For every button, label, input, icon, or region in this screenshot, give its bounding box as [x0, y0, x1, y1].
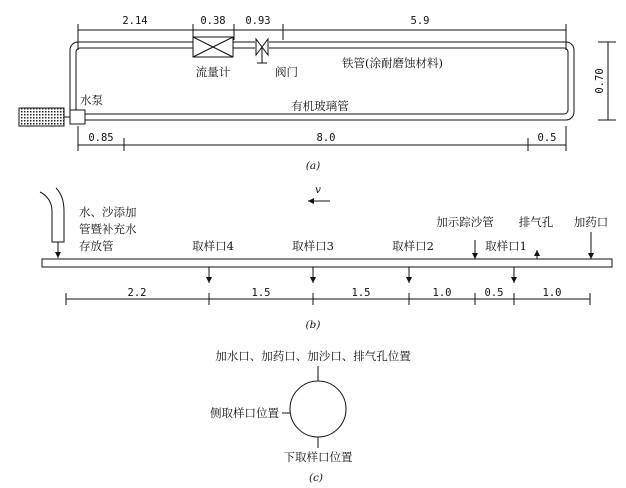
- pipe-cross-section: [290, 381, 346, 437]
- right-dimension-line: [594, 42, 616, 120]
- motor-block: [19, 108, 64, 126]
- segment-length: 1.0: [542, 287, 562, 299]
- flowmeter-label: 流量计: [195, 65, 231, 79]
- bottom-dim-label: 8.0: [316, 132, 336, 144]
- pump-icon: [70, 110, 85, 124]
- flow-arrow-icon: [308, 198, 330, 204]
- main-pipe: [42, 259, 612, 267]
- top-dim-label: 2.14: [122, 15, 148, 27]
- top-positions-label: 加水口、加药口、加沙口、排气孔位置: [215, 349, 411, 363]
- bottom-dimension-line: [78, 126, 566, 151]
- bottom-dim-label: 0.5: [537, 132, 557, 144]
- top-dimension-line: [78, 15, 566, 50]
- figure-c: [210, 349, 411, 484]
- bottom-dim-label: 0.85: [88, 132, 114, 144]
- pipe-dimension-line: [66, 287, 590, 305]
- sampling-port-label: 取样口3: [292, 239, 334, 253]
- bottom-port-label: 下取样口位置: [283, 450, 353, 464]
- caption-a: (a): [305, 160, 321, 172]
- segment-length: 2.2: [127, 287, 147, 299]
- caption-c: (c): [308, 472, 324, 484]
- sampling-port-label: 取样口2: [392, 239, 434, 253]
- valve-icon: [255, 38, 269, 63]
- segment-length: 1.0: [432, 287, 452, 299]
- sampling-port-3: [310, 267, 316, 283]
- dosing-port-arrow-icon: [588, 232, 594, 259]
- right-dim-label: 0.70: [594, 68, 606, 94]
- caption-b: (b): [305, 319, 321, 331]
- segment-length: 1.5: [351, 287, 371, 299]
- tracer-tube-label: 加示踪沙管: [436, 215, 494, 229]
- sampling-port-2: [406, 267, 412, 283]
- vent-label: 排气孔: [518, 215, 554, 229]
- tracer-tube-arrow-icon: [472, 240, 478, 259]
- top-dim-label: 5.9: [410, 15, 430, 27]
- sampling-port-1: [511, 267, 517, 283]
- segment-length: 1.5: [251, 287, 271, 299]
- storage-pipe: [40, 188, 64, 258]
- storage-pipe-label: 管暨补充水: [79, 222, 137, 236]
- sampling-port-4: [206, 267, 212, 283]
- flowmeter-icon: [193, 37, 233, 57]
- iron-pipe-label: 铁管(涂耐磨蚀材料): [342, 56, 443, 70]
- valve-label: 阀门: [275, 65, 298, 79]
- pump-label: 水泵: [80, 93, 103, 107]
- storage-pipe-label: 存放管: [79, 239, 114, 253]
- top-dim-label: 0.93: [245, 15, 271, 27]
- sampling-port-label: 取样口4: [192, 239, 234, 253]
- sampling-port-label: 取样口1: [485, 239, 527, 253]
- storage-pipe-label: 水、沙添加: [79, 205, 137, 219]
- glass-pipe-label: 有机玻璃管: [291, 99, 349, 113]
- figure-a: [19, 15, 616, 172]
- flow-velocity-symbol: v: [315, 184, 321, 196]
- dosing-port-label: 加药口: [573, 215, 609, 229]
- figure-b: [40, 184, 612, 331]
- segment-length: 0.5: [484, 287, 504, 299]
- side-port-label: 侧取样口位置: [210, 406, 279, 420]
- vent-arrow-icon: [534, 250, 540, 259]
- top-dim-label: 0.38: [200, 15, 226, 27]
